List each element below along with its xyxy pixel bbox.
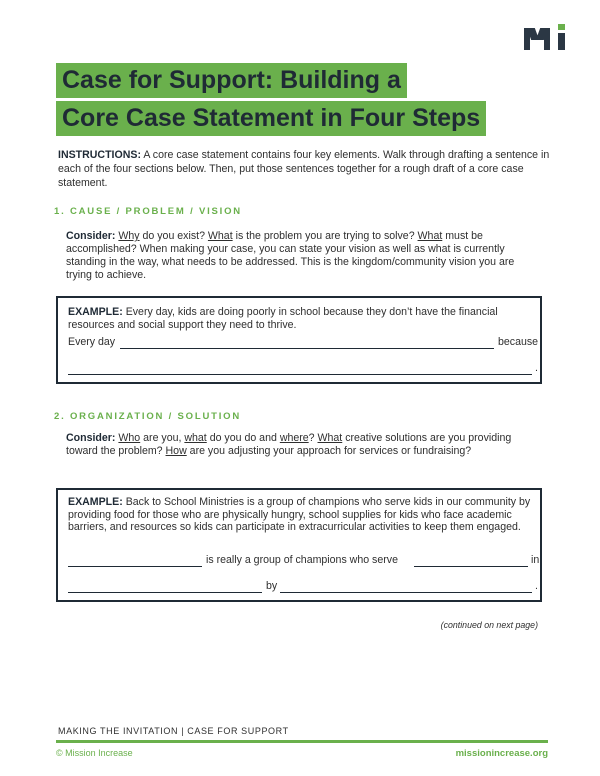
fill-blank[interactable] (280, 580, 532, 593)
consider-where: where (279, 432, 309, 444)
fill-blank[interactable] (68, 580, 262, 593)
consider-text: creative solutions are you providing toward the problem? (66, 432, 512, 457)
fill-blank[interactable] (68, 362, 532, 375)
title-line-2: Core Case Statement in Four Steps (56, 101, 486, 136)
fill-blank[interactable] (68, 554, 202, 567)
consider-why: Why (118, 230, 140, 242)
fill-period: . (535, 580, 538, 592)
section-1-example (68, 306, 534, 331)
section-2-heading: 2. ORGANIZATION / SOLUTION (54, 411, 242, 422)
continued-note: (continued on next page) (440, 620, 538, 630)
section-1-consider (66, 230, 536, 282)
consider-what: what (184, 432, 207, 444)
example-text: Back to School Ministries is a group of champions who serve kids in our community by providing food for those who are physically hungry, school supplies for kids who face academic barriers, and resources so kids can participate in extracurricular activities to keep them engaged. (68, 496, 531, 533)
consider-label: Consider: (66, 432, 116, 444)
section-1-example-box (56, 296, 542, 384)
consider-text: do you do and (206, 432, 280, 444)
footer-url-link[interactable]: missionincrease.org (455, 748, 548, 759)
fill-blank[interactable] (120, 336, 494, 349)
fill-blank[interactable] (414, 554, 528, 567)
example-text: Every day, kids are doing poorly in school because they don’t have the financial resources and social support they need to thrive. (68, 306, 498, 331)
instructions-label: INSTRUCTIONS: (58, 149, 141, 161)
consider-how: How (165, 445, 187, 457)
section-2-example-box (56, 488, 542, 602)
section-1-fill-row-1 (68, 336, 539, 350)
consider-text: are you, (140, 432, 185, 444)
consider-what: What (317, 432, 343, 444)
consider-what: What (207, 230, 233, 242)
fill-lead: Every day (68, 336, 116, 348)
page-title (56, 63, 486, 136)
footer-copyright: © Mission Increase (56, 748, 133, 758)
consider-text: ? (308, 432, 318, 444)
fill-in: in (531, 554, 540, 566)
section-1-fill-row-2 (68, 362, 536, 376)
fill-mid-text: is really a group of champions who serve (206, 554, 398, 566)
consider-what: What (417, 230, 443, 242)
example-label: EXAMPLE: (68, 496, 123, 508)
footer-divider (56, 740, 548, 743)
section-2-example (68, 496, 534, 534)
fill-period: . (535, 362, 538, 374)
instructions-text: A core case statement contains four key elements. Walk through drafting a sentence in each of the four sections below. Then, put those sentences together for a rough draft of a core case statement. (58, 149, 550, 189)
consider-text: do you exist? (139, 230, 208, 242)
fill-by: by (266, 580, 278, 592)
consider-who: Who (118, 432, 141, 444)
consider-label: Consider: (66, 230, 116, 242)
section-2-fill-row-2 (68, 580, 536, 594)
fill-because: because (498, 336, 539, 348)
section-2-consider (66, 432, 536, 458)
example-label: EXAMPLE: (68, 306, 123, 318)
title-line-1: Case for Support: Building a (56, 63, 407, 98)
section-2-fill-row-1 (68, 554, 540, 568)
consider-text: are you adjusting your approach for services or fundraising? (186, 445, 472, 457)
consider-text: must be accomplished? When making your case, you can state your vision as well as what is currently standing in the way, what needs to be addressed. This is the kingdom/community vision you are trying to achieve. (66, 230, 515, 281)
section-1-heading: 1. CAUSE / PROBLEM / VISION (54, 206, 242, 217)
footer-label: MAKING THE INVITATION | CASE FOR SUPPORT (58, 726, 289, 736)
instructions (58, 148, 558, 190)
mission-increase-logo (524, 24, 568, 50)
consider-text: is the problem you are trying to solve? (232, 230, 418, 242)
